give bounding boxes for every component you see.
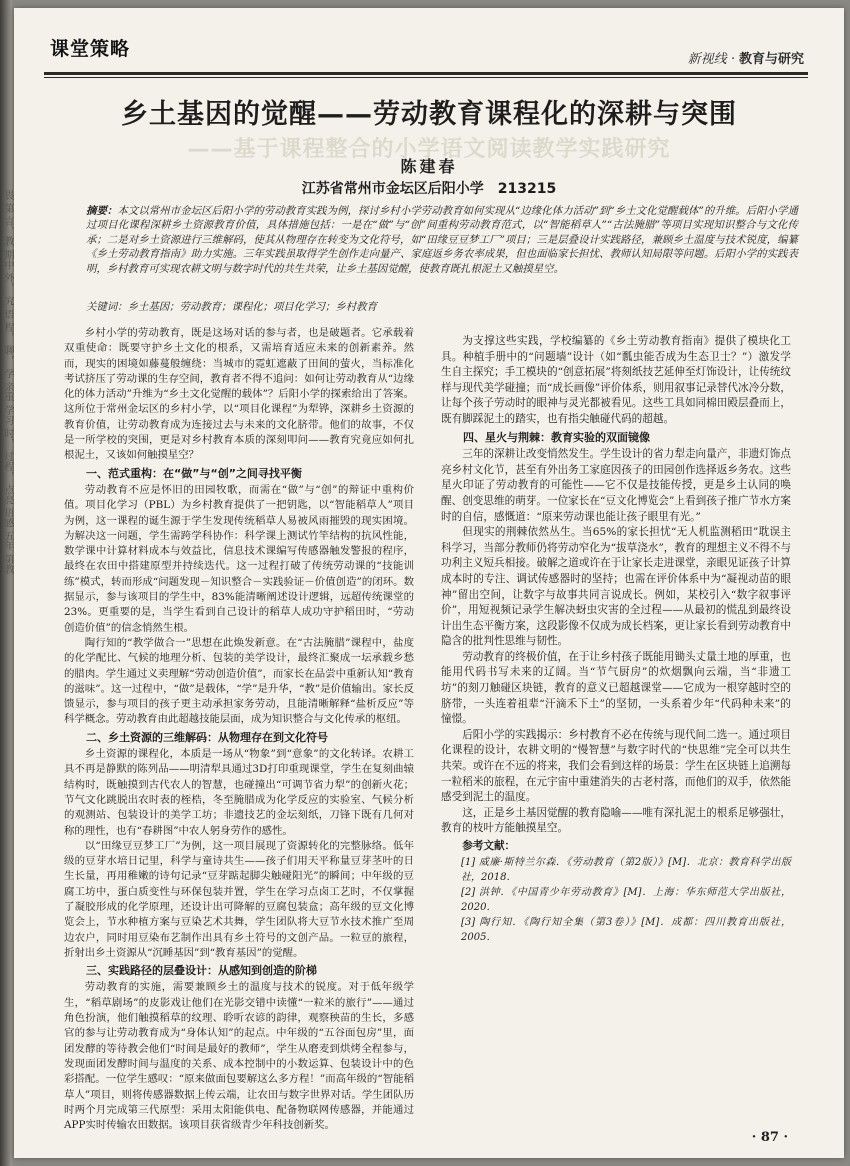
header-rule (44, 72, 808, 75)
page-number: · 87 · (751, 1130, 788, 1145)
reference-item: [3] 陶行知．《陶行知全集（第3卷）》[M]．成都：四川教育出版社，2005． (461, 916, 791, 943)
abstract-label: 摘要： (86, 205, 118, 217)
keywords-text: 乡土基因；劳动教育；课程化；项目化学习；乡村教育 (127, 301, 377, 313)
journal-page (14, 8, 844, 1158)
paragraph: 这，正是乡土基因觉醒的教育隐喻——唯有深扎泥土的根系足够强壮，教育的枝叶方能触摸星空。 (441, 806, 791, 835)
keywords (86, 298, 798, 313)
article-title: 乡土基因的觉醒——劳动教育课程化的深耕与突围 (121, 99, 737, 130)
paragraph: 但现实的荆棘依然丛生。当65%的家长担忧“无人机监测稻田”耽误主科学习，当部分教师仍将劳动窄化为“拔草浇水”，教育的理想主义不得不与功利主义短兵相接。破解之道或许在于让家长走进课堂，亲眼见证孩子计算成本时的专注、调试传感器时的坚持；也需在评价体系中为“凝视动苗的眼神”留出空间，让数字与故事共同言说成长。例如，某校引入“数字叙事评价”，用短视频记录学生解决蚜虫灾害的全过程——从最初的慌乱到最终设计出生态平衡方案，这段影像不仅成为成长档案，更让家长看到劳动教育中隐含的批判性思维与韧性。 (441, 526, 791, 648)
paragraph: 劳动教育的终极价值，在于让乡村孩子既能用锄头丈量土地的厚重，也能用代码书写未来的辽阔。当“节气厨房”的炊烟飘向云端，当“非遗工坊”的刻刀触碰区块链，教育的意义已超越课堂——它成为一根穿越时空的脐带，一头连着祖辈“汗滴禾下土”的坚韧，一头系着少年“代码种未来”的憧憬。 (441, 650, 791, 726)
adjacent-page-bleed: 畏 第 言、教 期中 外， 究 语 程， 聊， 学 亲重 学习 时， 过程， 点亮 语感 五年 第教 (2, 190, 13, 575)
paragraph: 劳动教育的实施，需要兼顾乡土的温度与技术的锐度。对于低年级学生，“稻草剧场”的皮影戏让他们在光影交错中读懂“一粒米的旅行”——通过角色扮演，他们触摸稻草的纹理、聆听农谚的韵律，观察秧苗的生长，多感官的参与让劳动教育成为“身体认知”的起点。中年级的“五谷面包房”里，面团发酵的等待教会他们“时间是最好的教师”，学生从磨麦到烘烤全程参与，发现面团发酵时间与温度的关系、成本控制中的小数运算、包装设计中的色彩搭配。一位学生感叹：“原来做面包要解这么多方程！”而高年级的“智能稻草人”项目，则将传感器数据上传云端，让农田与数字世界对话。学生团队历时两个月完成第三代原型：采用太阳能供电、配备物联网传感器，并能通过APP实时传输农田数据。该项目获省级青少年科技创新奖。 (64, 981, 414, 1132)
right-column (441, 334, 791, 945)
section-heading-2: 二、乡土资源的三维解码：从物理存在到文化符号 (86, 730, 328, 744)
journal-prefix: 新视线 (687, 52, 727, 67)
references (441, 839, 791, 945)
section-heading-4: 四、星火与荆棘：教育实验的双面镜像 (463, 430, 650, 444)
paragraph: 为支撑这些实践，学校编纂的《乡土劳动教育指南》提供了模块化工具。种植手册中的“问题墙”设计（如“瓢虫能否成为生态卫士？”）激发学生自主探究；手工模块的“创意拓展”将刻纸技艺延伸至灯饰设计，让传统纹样与现代美学碰撞；而“成长画像”评价体系，则用叙事记录替代冰冷分数，让每个孩子劳动时的眼神与灵光都被看见。这些工具如同棉田殿层叠而上，既有脚踩泥土的踏实，也有指尖触碰代码的超越。 (441, 335, 791, 425)
references-heading: 参考文献： (462, 840, 516, 852)
header-rule-thin (44, 77, 808, 78)
section-heading-3: 三、实践路径的层叠设计：从感知到创造的阶梯 (86, 964, 317, 978)
paragraph: 陶行知的“教学做合一”思想在此焕发新意。在“古法腌腊”课程中，盐度的化学配比、气候的地理分析、包装的美学设计，最终汇聚成一坛承载乡愁的腊肉。学生通过义卖理解“劳动创造价值”，而家长在品尝中重新认知“教育的滋味”。这一过程中，“做”是载体，“学”是升华，“教”是价值输出。家长反馈显示，参与项目的孩子更主动承担家务劳动，且能清晰解释“盐析反应”等科学概念。劳动教育由此超越技能层面，成为知识整合与文化传承的枢纽。 (64, 636, 414, 726)
paragraph: 后阳小学的实践揭示：乡村教育不必在传统与现代间二选一。通过项目化课程的设计，农耕文明的“慢智慧”与数字时代的“快思维”完全可以共生共荣。或许在不远的将来，我们会看到这样的场景：学生在区块链上追溯每一粒稻米的旅程，在元宇宙中重建消失的古老村落，而他们的双手，依然能感受到泥土的温度。 (441, 728, 791, 804)
left-column (64, 326, 414, 1133)
journal-suffix: 教育与研究 (738, 52, 804, 67)
journal-name: 新视线 · 教育与研究 (687, 52, 804, 67)
intro-paragraph: 乡村小学的劳动教育，既是这场对话的参与者，也是破题者。它承载着双重使命：既要守护乡土文化的根系，又需培育适应未来的创新素养。然而，现实的困境如藤蔓般缠绕：当城市的霓虹遮蔽了田间的萤火，当标准化考试挤压了劳动课的生存空间，教育者不得不追问：如何让劳动教育从“边缘化的体力活动”升维为“乡土文化觉醒的载体”？后阳小学的探索给出了答案。这所位于常州金坛区的乡村小学，以“项目化课程”为犁铧，深耕乡土资源的教育价值，让劳动教育成为连接过去与未来的文化脐带。他们的故事，不仅是一所学校的突围，更是对乡村教育本质的深刻叩问——教育究竟应如何扎根泥土，又该如何触摸星空？ (64, 327, 414, 462)
author-name: 陈建春 (400, 157, 458, 176)
section-label: 课堂策略 (50, 38, 131, 60)
paragraph: 以“田缘豆豆梦工厂”为例，这一项目展现了资源转化的完整脉络。低年级的豆芽水培日记里，科学与童诗共生——孩子们用天平称量豆芽茎叶的日生长量，再用稚嫩的诗句记录“豆芽踮起脚尖触碰阳光”的瞬间；中年级的豆腐工坊中，蛋白质变性与环保包装并置，学生在学习点卤工艺时，不仅掌握了凝胶形成的化学原理，还设计出可降解的豆腐包装盒；高年级的豆文化博览会上，节水种植方案与豆染艺术共舞，学生团队将大豆节水技术推广至周边农户，同时用豆染布艺制作出具有乡土符号的文创产品。一粒豆的旅程，折射出乡土资源从“沉睡基因”到“教育基因”的觉醒。 (64, 839, 414, 959)
reference-item: [1] 威廉·斯特兰尔森．《劳动教育（第2版）》[M]．北京：教育科学出版社，2018． (461, 856, 791, 883)
abstract-text: 本文以常州市金坛区后阳小学的劳动教育实践为例，探讨乡村小学劳动教育如何实现从“边缘化体力活动”到“乡土文化觉醒载体”的升维。后阳小学通过项目化课程深耕乡土资源教育价值，具体措施包括：一是在“做”与“创”间重构劳动教育范式，以“智能稻草人”“古法腌腊”等项目实现知识整合与文化传承；二是对乡土资源进行三维解码，使其从物理存在转变为文化符号，如“田缘豆豆梦工厂”项目；三是层叠设计实践路径，兼顾乡土温度与技术锐度，编纂《乡土劳动教育指南》助力实施。三年实践虽取得学生创作走向量产、家庭返乡务农率成果，但也面临家长担忧、教师认知局限等问题。后阳小学的实践表明，乡村教育可实现农耕文明与数字时代的共生共荣，让乡土基因觉醒，使教育既扎根泥土又触摸星空。 (86, 205, 798, 275)
author-affiliation: 江苏省常州市金坛区后阳小学 213215 (301, 181, 557, 197)
paragraph: 三年的深耕让改变悄然发生。学生设计的省力犁走向量产，非遗灯饰点亮乡村文化节，甚至有外出务工家庭因孩子的田园创作选择返乡务农。这些星火印证了劳动教育的可能性——它不仅是技能传授，更是乡土认同的唤醒、创变思维的萌芽。一位家长在“豆文化博览会”上看到孩子推广节水方案时的自信，感慨道：“原来劳动课也能让孩子眼里有光。” (441, 448, 791, 523)
paragraph: 劳动教育不应是怀旧的田园牧歌，而需在“做”与“创”的辩证中重构价值。项目化学习（PBL）为乡村教育提供了一把钥匙，以“智能稻草人”项目为例，这一课程的诞生源于学生发现传统稻草人易被风雨摧毁的现实困境。为解决这一问题，学生需跨学科协作：科学课上测试竹竿结构的抗风性能，数学课中计算材料成本与效益比，信息技术课编写传感器触发警报的程序，最终在农田中搭建原型并持续迭代。这一过程打破了传统劳动课的“技能训练”模式，转而形成“问题发现－知识整合－实践验证－价值创造”的闭环。数据显示，参与该项目的学生中，83%能清晰阐述设计逻辑，远超传统课堂的23%。更重要的是，当学生看到自己设计的稻草人成功守护稻田时，“劳动创造价值”的信念悄然生根。 (64, 483, 414, 634)
reference-item: [2] 洪钟．《中国青少年劳动教育》[M]．上海：华东师范大学出版社，2020． (461, 886, 791, 913)
paragraph: 乡土资源的课程化，本质是一场从“物象”到“意象”的文化转译。农耕工具不再是静默的陈列品——明清犁具通过3D打印重现课堂，学生在复刻曲辕结构时，既触摸到古代农人的智慧，也碰撞出“可调节省力犁”的创新火花；节气文化跳脱出农时表的桎梏，冬至腌腊成为化学反应的实验室、气候分析的观测站、包装设计的美学工坊；非遗技艺的金坛刻纸，刀锋下既有几何对称的理性，也有“春耕图”中农人躬身劳作的感性。 (64, 748, 414, 837)
section-heading-1: 一、范式重构：在“做”与“创”之间寻找平衡 (86, 466, 302, 480)
abstract (86, 204, 798, 276)
keywords-label: 关键词： (86, 301, 128, 313)
article-subtitle-showthrough: ——基于课程整合的小学语文阅读教学实践研究 (187, 137, 671, 162)
